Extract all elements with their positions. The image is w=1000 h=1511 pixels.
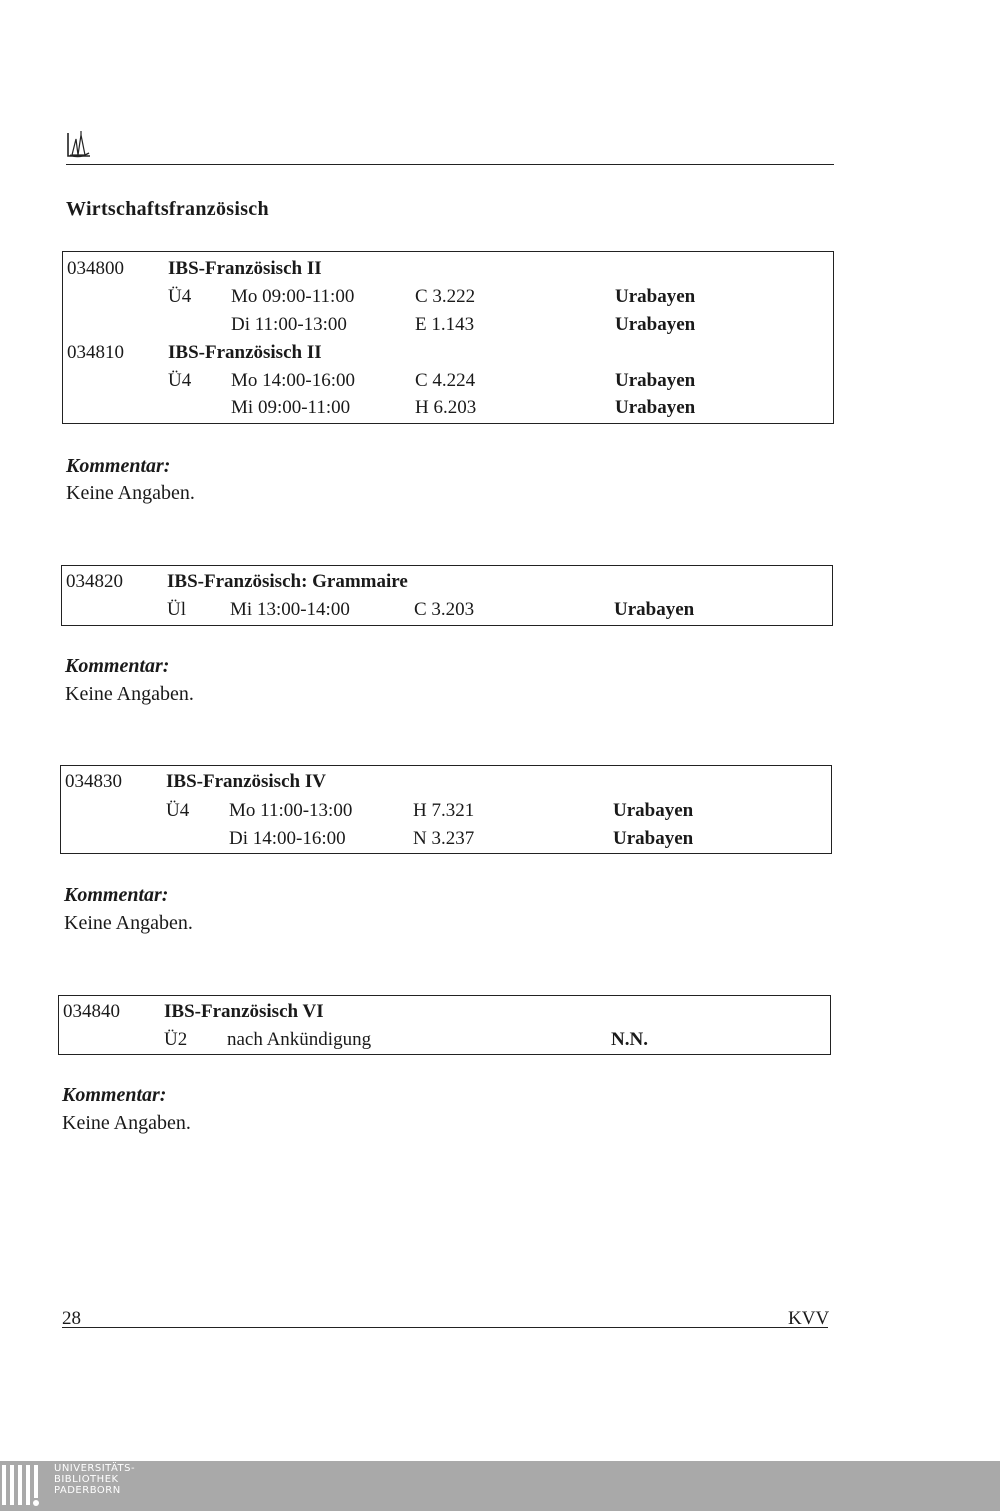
footer-rule xyxy=(62,1327,828,1328)
course-box xyxy=(60,765,832,854)
course-title: IBS-Französisch VI xyxy=(164,1001,324,1022)
session-row xyxy=(61,825,831,853)
session-room: C 3.203 xyxy=(414,599,475,620)
course-box xyxy=(58,995,831,1055)
course-number: 034820 xyxy=(66,571,123,592)
course-title: IBS-Französisch II xyxy=(168,258,322,279)
ship-logo-icon xyxy=(66,129,92,159)
library-logo-icon xyxy=(2,1463,42,1507)
course-box xyxy=(62,251,834,424)
session-room: C 3.222 xyxy=(415,286,476,307)
course-header-row xyxy=(61,768,831,796)
course-header-row xyxy=(63,255,833,283)
course-title: IBS-Französisch: Grammaire xyxy=(167,571,408,592)
comment-label: Kommentar: xyxy=(66,455,171,477)
course-type: Ü4 xyxy=(168,286,192,307)
session-row xyxy=(63,394,833,422)
course-header-row xyxy=(63,339,833,367)
session-time: Mo 11:00-13:00 xyxy=(229,800,353,821)
header-rule xyxy=(66,164,834,165)
course-type: Ül xyxy=(167,599,186,620)
course-type: Ü4 xyxy=(166,800,190,821)
session-row xyxy=(61,797,831,825)
library-brand-text: UNIVERSITÄTS- BIBLIOTHEK PADERBORN xyxy=(54,1463,136,1496)
session-time: Mi 09:00-11:00 xyxy=(231,397,351,418)
course-box xyxy=(61,565,833,626)
lecturer: Urabayen xyxy=(615,286,696,307)
session-row xyxy=(63,283,833,311)
session-room: E 1.143 xyxy=(415,314,475,335)
lecturer: Urabayen xyxy=(615,397,696,418)
session-room: H 6.203 xyxy=(415,397,477,418)
session-room: C 4.224 xyxy=(415,370,476,391)
session-row xyxy=(63,311,833,339)
course-type: Ü4 xyxy=(168,370,192,391)
course-number: 034840 xyxy=(63,1001,120,1022)
course-header-row xyxy=(62,568,832,596)
session-room: H 7.321 xyxy=(413,800,475,821)
comment-label: Kommentar: xyxy=(65,655,170,677)
comment-text: Keine Angaben. xyxy=(62,1112,191,1134)
comment-text: Keine Angaben. xyxy=(64,912,193,934)
session-note: nach Ankündigung xyxy=(227,1029,372,1050)
section-title: Wirtschaftsfranzösisch xyxy=(66,198,269,220)
lecturer: Urabayen xyxy=(615,314,696,335)
lecturer: N.N. xyxy=(611,1029,648,1050)
session-time: Mo 14:00-16:00 xyxy=(231,370,356,391)
session-row xyxy=(63,367,833,395)
lecturer: Urabayen xyxy=(613,828,694,849)
comment-label: Kommentar: xyxy=(62,1084,167,1106)
session-row xyxy=(62,596,832,624)
course-header-row xyxy=(59,998,830,1026)
course-number: 034800 xyxy=(67,258,124,279)
lecturer: Urabayen xyxy=(614,599,695,620)
comment-text: Keine Angaben. xyxy=(66,482,195,504)
session-time: Mo 09:00-11:00 xyxy=(231,286,355,307)
session-row xyxy=(59,1026,830,1054)
session-time: Mi 13:00-14:00 xyxy=(230,599,350,620)
course-title: IBS-Französisch IV xyxy=(166,771,326,792)
session-time: Di 11:00-13:00 xyxy=(231,314,347,335)
course-type: Ü2 xyxy=(164,1029,188,1050)
session-time: Di 14:00-16:00 xyxy=(229,828,346,849)
session-room: N 3.237 xyxy=(413,828,475,849)
library-brand-bar xyxy=(0,1461,1000,1511)
comment-label: Kommentar: xyxy=(64,884,169,906)
course-number: 034810 xyxy=(67,342,124,363)
page-number: 28 xyxy=(62,1308,81,1329)
lecturer: Urabayen xyxy=(613,800,694,821)
footer-label: KVV xyxy=(788,1308,830,1329)
course-title: IBS-Französisch II xyxy=(168,342,322,363)
course-number: 034830 xyxy=(65,771,122,792)
comment-text: Keine Angaben. xyxy=(65,683,194,705)
lecturer: Urabayen xyxy=(615,370,696,391)
